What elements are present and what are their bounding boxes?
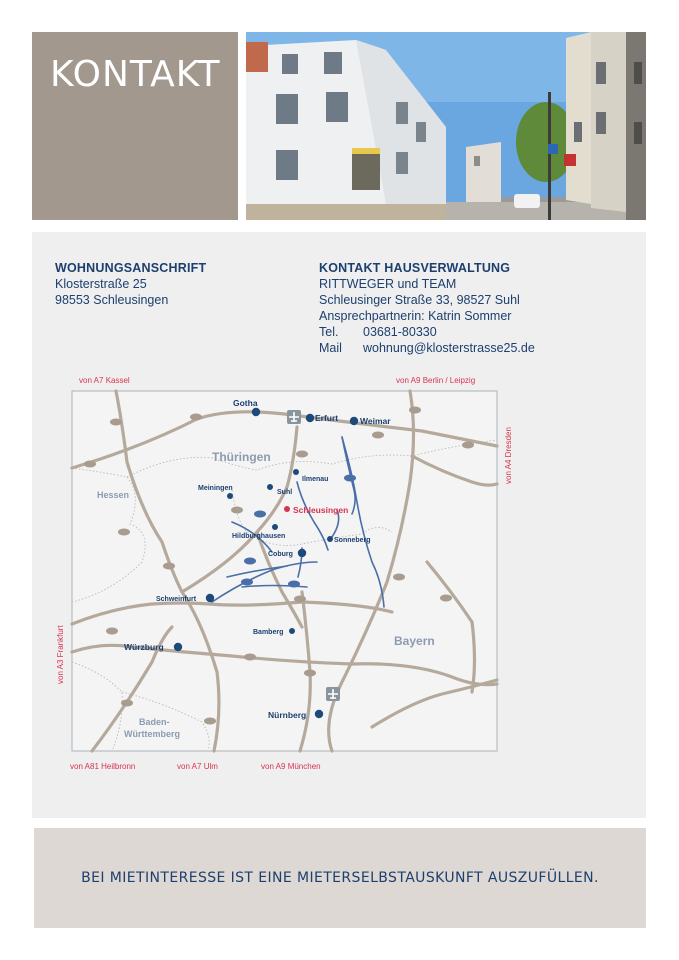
- direction-a9-muenchen: von A9 München: [261, 762, 321, 771]
- region-bw-line1: Baden-: [139, 717, 170, 727]
- notice-banner: [34, 828, 646, 928]
- dot-weimar: [350, 417, 358, 425]
- phone-label: Tel.: [319, 325, 339, 339]
- label-schweinfurt: Schweinfurt: [156, 596, 197, 603]
- label-nuernberg: Nürnberg: [268, 710, 307, 720]
- route-map: [32, 232, 646, 818]
- airport-icon-nuernberg: [326, 687, 340, 701]
- dot-ilmenau: [293, 469, 299, 475]
- dot-nuernberg: [315, 710, 323, 718]
- region-hessen: Hessen: [97, 490, 130, 500]
- management-contact-person: Ansprechpartnerin: Katrin Sommer: [319, 309, 512, 323]
- dot-meiningen: [227, 493, 233, 499]
- label-weimar: Weimar: [360, 416, 391, 426]
- phone-number[interactable]: 03681-80330: [363, 325, 437, 339]
- label-ilmenau: Ilmenau: [302, 476, 329, 483]
- label-hildburghausen: Hildburghausen: [232, 533, 286, 540]
- mail-address[interactable]: wohnung@klosterstrasse25.de: [363, 341, 535, 355]
- direction-a7-kassel: von A7 Kassel: [79, 376, 130, 385]
- region-bayern: Bayern: [394, 634, 435, 648]
- management-address: Schleusinger Straße 33, 98527 Suhl: [319, 293, 520, 307]
- title-box: [32, 32, 238, 220]
- apartment-heading: WOHNUNGSANSCHRIFT: [55, 261, 207, 275]
- label-gotha: Gotha: [233, 398, 258, 408]
- region-thueringen: Thüringen: [212, 450, 271, 464]
- dot-erfurt: [306, 414, 314, 422]
- notice-text: BEI MIETINTERESSE IST EINE MIETERSELBSTAUSKUNFT AUSZUFÜLLEN.: [81, 870, 599, 886]
- region-bw-line2: Württemberg: [124, 729, 180, 739]
- direction-a9-berlin: von A9 Berlin / Leipzig: [396, 376, 476, 385]
- management-company: RITTWEGER und TEAM: [319, 277, 457, 291]
- dot-coburg: [298, 549, 306, 557]
- label-erfurt: Erfurt: [315, 413, 339, 423]
- building-photo: [246, 32, 646, 220]
- direction-a81-heilbronn: von A81 Heilbronn: [70, 762, 136, 771]
- dot-schweinfurt: [206, 594, 214, 602]
- management-heading: KONTAKT HAUSVERWALTUNG: [319, 261, 511, 275]
- contact-panel: [32, 232, 646, 818]
- apartment-city: 98553 Schleusingen: [55, 293, 169, 307]
- label-coburg: Coburg: [268, 551, 293, 558]
- page-title: KONTAKT: [50, 54, 221, 95]
- label-meiningen: Meiningen: [198, 485, 233, 492]
- label-bamberg: Bamberg: [253, 629, 284, 636]
- label-wuerzburg: Würzburg: [124, 642, 164, 652]
- dot-schleusingen: [284, 506, 290, 512]
- dot-bamberg: [289, 628, 295, 634]
- direction-a4-dresden: von A4 Dresden: [504, 427, 513, 484]
- airport-icon-erfurt: [287, 410, 301, 424]
- direction-a3-frankfurt: von A3 Frankfurt: [56, 625, 65, 684]
- dot-hildburghausen: [272, 524, 278, 530]
- label-suhl: Suhl: [277, 489, 293, 496]
- apartment-street: Klosterstraße 25: [55, 277, 147, 291]
- label-sonneberg: Sonneberg: [334, 537, 371, 544]
- dot-sonneberg: [327, 536, 333, 542]
- label-schleusingen: Schleusingen: [293, 505, 349, 515]
- dot-suhl: [267, 484, 273, 490]
- dot-wuerzburg: [174, 643, 182, 651]
- mail-label: Mail: [319, 341, 342, 355]
- dot-gotha: [252, 408, 260, 416]
- direction-a7-ulm: von A7 Ulm: [177, 762, 218, 771]
